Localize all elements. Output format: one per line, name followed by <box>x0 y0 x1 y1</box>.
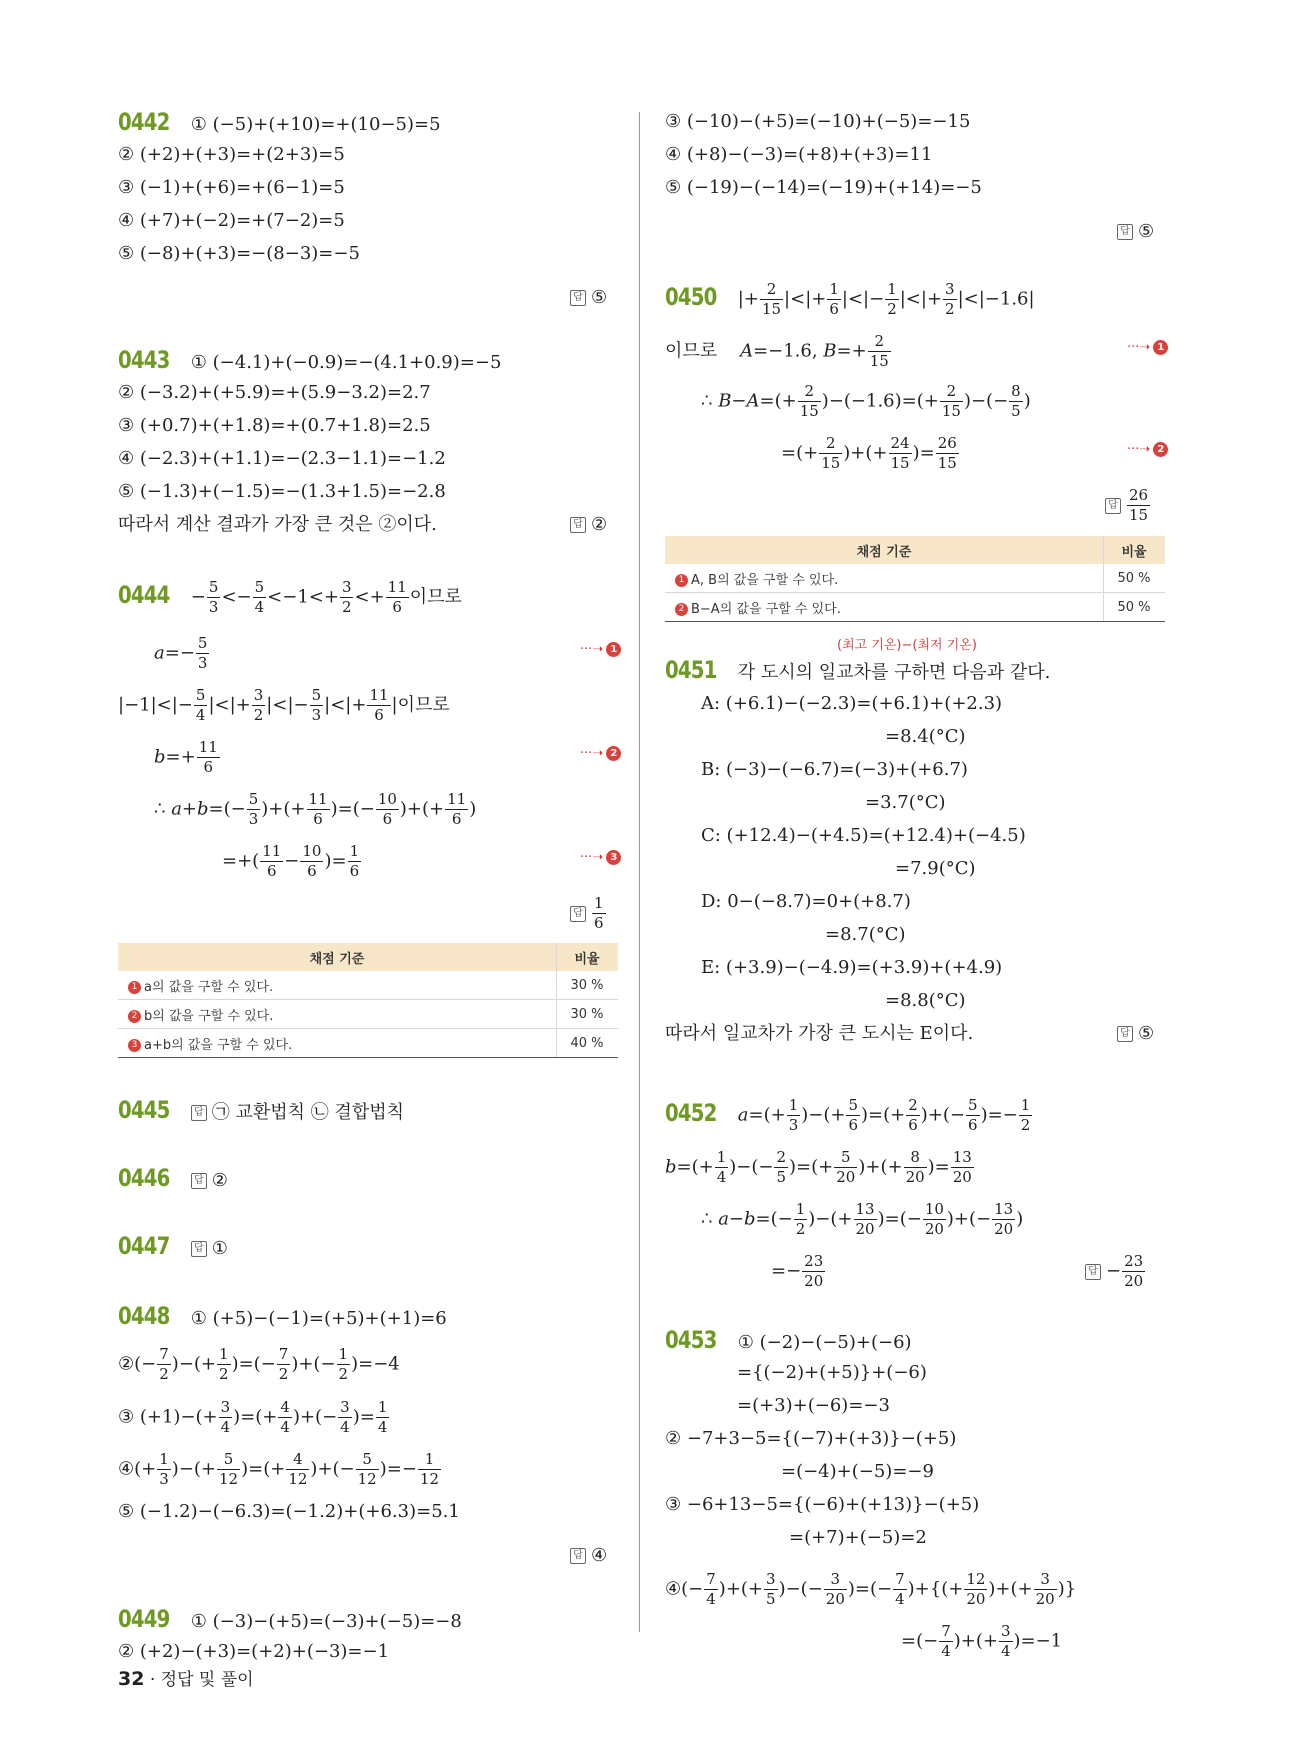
grading-header-ratio: 비율 <box>557 943 619 971</box>
problem-0444-b: b=+ $\frac{11}{6}$ <box>154 738 218 776</box>
problem-0443-conclusion: 따라서 계산 결과가 가장 큰 것은 ②이다. <box>118 514 437 535</box>
problem-0445: 0445 답 ㉠ 교환법칙 ㉡ 결합법칙 <box>118 1096 405 1124</box>
problem-0448-line-2: ②(− $\frac{7}{2}$ )−(+ $\frac{1}{2}$ )=(− $\frac{7}{2}$ )+(− $\frac{1}{2}$ )=−4 <box>118 1345 400 1383</box>
problem-0453-line-6: ③ −6+13−5={(−6)+(+13)}−(+5) <box>665 1494 980 1515</box>
problem-0442-line-5: ⑤ (−8)+(+3)=−(8−3)=−5 <box>118 243 360 264</box>
problem-0443-line-2: ② (−3.2)+(+5.9)=+(5.9−3.2)=2.7 <box>118 382 431 403</box>
answer-0443: 답 ② <box>570 513 607 537</box>
problem-0451-d2: =8.7(°C) <box>825 924 906 945</box>
problem-number: 0452 <box>665 1098 717 1127</box>
problem-0447: 0447 답 ① <box>118 1232 228 1260</box>
problem-0451-c2: =7.9(°C) <box>895 858 976 879</box>
problem-0443-line-3: ③ (+0.7)+(+1.8)=+(0.7+1.8)=2.5 <box>118 415 431 436</box>
problem-number: 0443 <box>118 346 170 374</box>
problem-0448-line-4: ④(+ $\frac{1}{3}$ )−(+ $\frac{5}{12}$ )=(+ $\frac{4}{12}$ )+(− $\frac{5}{12}$ )=− $\frac{1}{12}$ <box>118 1450 440 1488</box>
marker-3: ···➝ 3 <box>580 850 621 865</box>
problem-0442-line-1: 0442 ① (−5)+(+10)=+(10−5)=5 <box>118 108 441 136</box>
problem-0443-line-5: ⑤ (−1.3)+(−1.5)=−(1.3+1.5)=−2.8 <box>118 481 446 502</box>
problem-number: 0444 <box>118 580 170 609</box>
problem-number: 0446 <box>118 1164 170 1192</box>
problem-0453-line-4: ② −7+3−5={(−7)+(+3)}−(+5) <box>665 1428 957 1449</box>
problem-0442-line-3: ③ (−1)+(+6)=+(6−1)=5 <box>118 177 345 198</box>
problem-0453-line-8: ④(− $\frac{7}{4}$ )+(+ $\frac{3}{5}$ )−(− $\frac{3}{20}$ )=(− $\frac{7}{4}$ )+{(+ $\frac{12}{20}$ )+(+ $\frac{3}{20}$ )} <box>665 1570 1077 1608</box>
answer-0442: 답 ⑤ <box>570 286 607 310</box>
answer-0450: 답 $\frac{26}{15}$ <box>1105 488 1151 523</box>
problem-0453-line-9: =(− $\frac{7}{4}$ )+(+ $\frac{3}{4}$ )=−1 <box>901 1622 1063 1660</box>
problem-0451-e2: =8.8(°C) <box>885 990 966 1011</box>
problem-number: 0445 <box>118 1096 170 1124</box>
problem-0450-line-1: 0450 |+ $\frac{2}{15}$ |<|+ $\frac{1}{6}$ |<|− $\frac{1}{2}$ |<|+ $\frac{3}{2}$ |<|−1.6| <box>665 280 1035 318</box>
answer-icon: 답 <box>1085 1264 1101 1280</box>
table-row: 2 B−A의 값을 구할 수 있다. 50 % <box>665 593 1165 622</box>
answer-icon: 답 <box>570 906 586 922</box>
problem-0449-line-1: 0449 ① (−3)−(+5)=(−3)+(−5)=−8 <box>118 1605 462 1633</box>
problem-0452-result: =− $\frac{23}{20}$ <box>771 1252 824 1290</box>
problem-number: 0442 <box>118 108 170 136</box>
problem-0444-sum: ∴ a+b=(− $\frac{5}{3}$ )+(+ $\frac{11}{6}$ )=(− $\frac{10}{6}$ )+(+ $\frac{11}{6}$ ) <box>154 790 477 828</box>
marker-1: ···➝ 1 <box>1127 340 1168 355</box>
marker-2: ···➝ 2 <box>580 746 621 761</box>
answer-icon: 답 <box>570 290 586 306</box>
problem-0444-abs: |−1|<|− $\frac{5}{4}$ |<|+ $\frac{3}{2}$ |<|− $\frac{5}{3}$ |<|+ $\frac{11}{6}$ |이므로 <box>118 686 450 724</box>
problem-0451-b1: B: (−3)−(−6.7)=(−3)+(+6.7) <box>701 759 968 780</box>
answer-0449: 답 ⑤ <box>1117 220 1154 244</box>
problem-0451-note: (최고 기온)−(최저 기온) <box>837 638 977 653</box>
problem-number: 0450 <box>665 282 717 311</box>
problem-0451-a1: A: (+6.1)−(−2.3)=(+6.1)+(+2.3) <box>701 693 1003 714</box>
table-row: 2 b의 값을 구할 수 있다. 30 % <box>118 1000 618 1029</box>
problem-0451-d1: D: 0−(−8.7)=0+(+8.7) <box>701 891 911 912</box>
problem-0449-line-5: ⑤ (−19)−(−14)=(−19)+(+14)=−5 <box>665 177 982 198</box>
answer-0444: 답 $\frac{1}{6}$ <box>570 896 607 931</box>
answer-icon: 답 <box>191 1241 207 1257</box>
marker-1: ···➝ 1 <box>580 642 621 657</box>
answer-icon: 답 <box>570 517 586 533</box>
problem-number: 0453 <box>665 1326 717 1354</box>
problem-0452-b: b=(+ $\frac{1}{4}$ )−(− $\frac{2}{5}$ )=(+ $\frac{5}{20}$ )+(+ $\frac{8}{20}$ )= $\frac{13}{20}$ <box>665 1148 972 1186</box>
problem-0453-line-5: =(−4)+(−5)=−9 <box>781 1461 934 1482</box>
answer-icon: 답 <box>570 1548 586 1564</box>
grading-header-criteria: 채점 기준 <box>118 943 557 971</box>
problem-0449-line-4: ④ (+8)−(−3)=(+8)+(+3)=11 <box>665 144 933 165</box>
problem-0451-c1: C: (+12.4)−(+4.5)=(+12.4)+(−4.5) <box>701 825 1026 846</box>
problem-0451-e1: E: (+3.9)−(−4.9)=(+3.9)+(+4.9) <box>701 957 1003 978</box>
answer-icon: 답 <box>191 1173 207 1189</box>
problem-0444-result: =+( $\frac{11}{6}$ − $\frac{10}{6}$ )= $\frac{1}{6}$ <box>222 842 360 880</box>
problem-0453-line-3: =(+3)+(−6)=−3 <box>737 1395 890 1416</box>
problem-number: 0449 <box>118 1605 170 1633</box>
problem-number: 0451 <box>665 656 717 684</box>
problem-0449-line-3: ③ (−10)−(+5)=(−10)+(−5)=−15 <box>665 111 971 132</box>
problem-0453-line-2: ={(−2)+(+5)}+(−6) <box>737 1362 927 1383</box>
answer-icon: 답 <box>1117 1026 1133 1042</box>
problem-0451-conclusion: 따라서 일교차가 가장 큰 도시는 E이다. <box>665 1023 974 1044</box>
problem-0448-line-5: ⑤ (−1.2)−(−6.3)=(−1.2)+(+6.3)=5.1 <box>118 1501 460 1522</box>
problem-number: 0447 <box>118 1232 170 1260</box>
problem-0443-line-1: 0443 ① (−4.1)+(−0.9)=−(4.1+0.9)=−5 <box>118 346 502 374</box>
problem-0453-line-7: =(+7)+(−5)=2 <box>789 1527 927 1548</box>
marker-2: ···➝ 2 <box>1127 442 1168 457</box>
problem-0451-intro: 0451 각 도시의 일교차를 구하면 다음과 같다. <box>665 656 1051 684</box>
problem-0448-line-3: ③ (+1)−(+ $\frac{3}{4}$ )=(+ $\frac{4}{4}$ )+(− $\frac{3}{4}$ )= $\frac{1}{4}$ <box>118 1398 388 1436</box>
problem-0448-line-1: 0448 ① (+5)−(−1)=(+5)+(+1)=6 <box>118 1302 447 1330</box>
problem-0452-a: 0452 a=(+ $\frac{1}{3}$ )−(+ $\frac{5}{6}$ )=(+ $\frac{2}{6}$ )+(− $\frac{5}{6}$ )=− $\frac{1}{2}$ <box>665 1096 1031 1134</box>
answer-0451: 답 ⑤ <box>1117 1022 1154 1046</box>
grading-header-ratio: 비율 <box>1104 536 1166 564</box>
problem-0444-line-1: 0444 − $\frac{5}{3}$ <− $\frac{5}{4}$ <−1<+ $\frac{3}{2}$ <+ $\frac{11}{6}$ 이므로 <box>118 578 462 616</box>
problem-0451-b2: =3.7(°C) <box>865 792 946 813</box>
problem-0450-line-2: 이므로 A=−1.6, B=+ $\frac{2}{15}$ <box>665 332 889 370</box>
problem-0451-a2: =8.4(°C) <box>885 726 966 747</box>
problem-0442-line-2: ② (+2)+(+3)=+(2+3)=5 <box>118 144 345 165</box>
page-number: 32 <box>118 1668 145 1690</box>
problem-0442-line-4: ④ (+7)+(−2)=+(7−2)=5 <box>118 210 345 231</box>
page-footer: 32 · 정답 및 풀이 <box>118 1668 254 1690</box>
footer-label: 정답 및 풀이 <box>160 1670 254 1690</box>
table-row: 3 a+b의 값을 구할 수 있다. 40 % <box>118 1029 618 1058</box>
answer-0452: 답 − $\frac{23}{20}$ <box>1085 1254 1146 1289</box>
problem-0446: 0446 답 ② <box>118 1164 228 1192</box>
grading-table-0450 <box>665 536 1165 622</box>
problem-0443-line-4: ④ (−2.3)+(+1.1)=−(2.3−1.1)=−1.2 <box>118 448 446 469</box>
problem-number: 0448 <box>118 1302 170 1330</box>
problem-0450-line-3: ∴ B−A=(+ $\frac{2}{15}$ )−(−1.6)=(+ $\frac{2}{15}$ )−(− $\frac{8}{5}$ ) <box>701 382 1031 420</box>
column-divider <box>639 112 640 1632</box>
answer-0448: 답 ④ <box>570 1544 607 1568</box>
table-row: 1 a의 값을 구할 수 있다. 30 % <box>118 971 618 1000</box>
grading-table-0444 <box>118 943 618 1058</box>
table-row: 1 A, B의 값을 구할 수 있다. 50 % <box>665 564 1165 593</box>
problem-0449-line-2: ② (+2)−(+3)=(+2)+(−3)=−1 <box>118 1641 390 1662</box>
problem-0452-diff: ∴ a−b=(− $\frac{1}{2}$ )−(+ $\frac{13}{20}$ )=(− $\frac{10}{20}$ )+(− $\frac{13}{20}$ ) <box>701 1200 1024 1238</box>
answer-icon: 답 <box>191 1105 207 1121</box>
answer-icon: 답 <box>1117 224 1133 240</box>
answer-icon: 답 <box>1105 498 1121 514</box>
problem-0453-line-1: 0453 ① (−2)−(−5)+(−6) <box>665 1326 912 1354</box>
grading-header-criteria: 채점 기준 <box>665 536 1104 564</box>
problem-0450-line-4: =(+ $\frac{2}{15}$ )+(+ $\frac{24}{15}$ )= $\frac{26}{15}$ <box>781 434 957 472</box>
problem-0444-a: a=− $\frac{5}{3}$ <box>154 634 208 672</box>
